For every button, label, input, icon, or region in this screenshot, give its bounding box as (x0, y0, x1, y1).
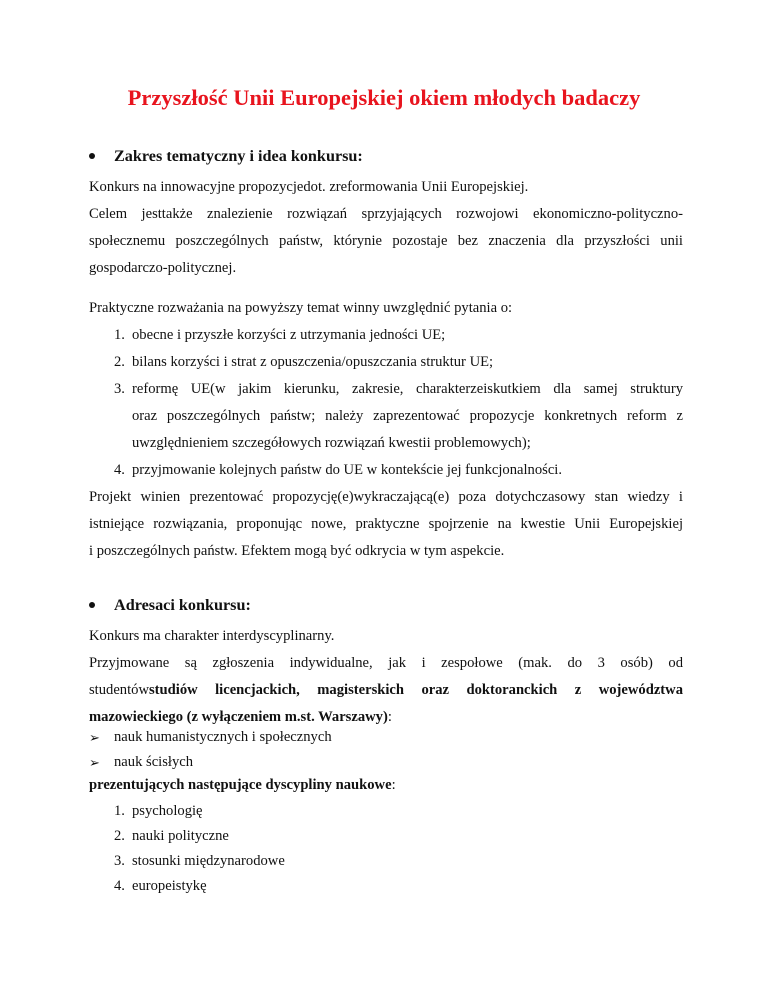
paragraph-intro: Konkurs na innowacyjne propozycjedot. zreformowania Unii Europejskiej. Celem jesttakże znalezienie rozwiązań sprzyjających rozwojowi ekonomiczno-polityczno- społecznemu poszczególnych państw, którynie pozostaje bez znaczenia dla przyszłości unii gospodarczo-politycznej. (89, 179, 683, 276)
list-item: 2. nauki polityczne (114, 828, 229, 844)
questions-list (89, 322, 683, 484)
bullet-dot-icon (89, 153, 95, 159)
paragraph-addressees: Konkurs ma charakter interdyscyplinarny. Przyjmowane są zgłoszenia indywidualne, jak i zespołowe (mak. do 3 osób) od studentówstudiów licencjackich, magisterskich oraz doktoranckich z województwa mazowieckiego (z wyłączeniem m.st. Warszawy): (89, 623, 683, 731)
document-page: Przyszłość Unii Europejskiej okiem młodych badaczy Zakres tematyczny i idea konkursu: Konkurs na innowacyjne propozycjedot. zreformowania Unii Europejskiej. Celem jesttakże znalezienie rozwiązań sprzyjających rozwojowi ekonomiczno-polityczno- społecznemu poszczególnych państw, którynie pozostaje bez znaczenia dla przyszłości unii gospodarczo-politycznej. Praktyczne rozważania na powyższy temat winny uwzględnić pytania o: 1. obecne i przyszłe korzyści z utrzymania jedności UE; 2. bilans korzyści i strat z opuszczenia/opuszczania struktur UE; 3. reformę UE(w jakim kierunku, zakresie, charakterzeiskutkiem dla samej struktury oraz poszczególnych państw; należy zaprezentować propozycje konkretnych reform z uwzględnieniem szczegółowych rozwiązań kwestii problemowych); 4. przyjmowanie kolejnych państw do UE w kontekście jej funkcjonalności. Projekt winien prezentować propozycję(e)wykraczającą(e) poza dotychczasowy stan wiedzy i istniejące rozwiązania, proponując nowe, praktyczne spojrzenie na kwestie Unii Europejskiej i poszczególnych państw. Efektem mogą być odkrycia w tym aspekcie. Adresaci konkursu: Konkurs ma charakter interdyscyplinarny. Przyjmowane są zgłoszenia indywidualne, jak i zespołowe (mak. do 3 osób) od studentówstudiów licencjackich, magisterskich oraz doktoranckich z województwa mazowieckiego (z wyłączeniem m.st. Warszawy): ➢ nauk humanistycznych i społecznych ➢ nauk ścisłych prezentujących następujące dyscypliny naukowe: 1. psychologię 2. nauki polityczne 3. stosunki międzynarodowe 4. europeistykę (0, 0, 768, 994)
paragraph-questions-intro: Praktyczne rozważania na powyższy temat winny uwzględnić pytania o: (89, 300, 513, 316)
students-line: studentówstudiów licencjackich, magisterskich oraz doktoranckich z województwa (89, 682, 683, 698)
list-item: 1. obecne i przyszłe korzyści z utrzymania jedności UE; (114, 327, 446, 343)
list-item: 3. stosunki międzynarodowe (114, 853, 285, 869)
list-item: ➢ nauk humanistycznych i społecznych (89, 725, 332, 750)
disciplines-list (89, 799, 683, 899)
paragraph-disciplines-intro: prezentujących następujące dyscypliny naukowe: (89, 777, 396, 793)
list-item: 1. psychologię (114, 803, 203, 819)
region-line: mazowieckiego (z wyłączeniem m.st. Warszawy): (89, 709, 392, 725)
fields-list (89, 725, 332, 775)
list-item: 2. bilans korzyści i strat z opuszczenia/opuszczania struktur UE; (114, 354, 494, 370)
document-title: Przyszłość Unii Europejskiej okiem młodych badaczy (127, 85, 641, 110)
list-item: 4. europeistykę (114, 878, 207, 894)
arrow-bullet-icon: ➢ (89, 730, 100, 745)
arrow-bullet-icon: ➢ (89, 755, 100, 770)
list-item: 3. reformę UE(w jakim kierunku, zakresie, charakterzeiskutkiem dla samej struktury oraz poszczególnych państw; należy zaprezentować propozycje konkretnych reform z uwzględnieniem szczegółowych rozwiązań kwestii problemowych); (114, 381, 683, 451)
paragraph-project: Projekt winien prezentować propozycję(e)wykraczającą(e) poza dotychczasowy stan wiedzy i istniejące rozwiązania, proponując nowe, praktyczne spojrzenie na kwestie Unii Europejskiej i poszczególnych państw. Efektem mogą być odkrycia w tym aspekcie. (89, 489, 683, 559)
bullet-dot-icon (89, 602, 95, 608)
list-item: ➢ nauk ścisłych (89, 750, 332, 775)
list-item: 4. przyjmowanie kolejnych państw do UE w kontekście jej funkcjonalności. (114, 462, 563, 478)
